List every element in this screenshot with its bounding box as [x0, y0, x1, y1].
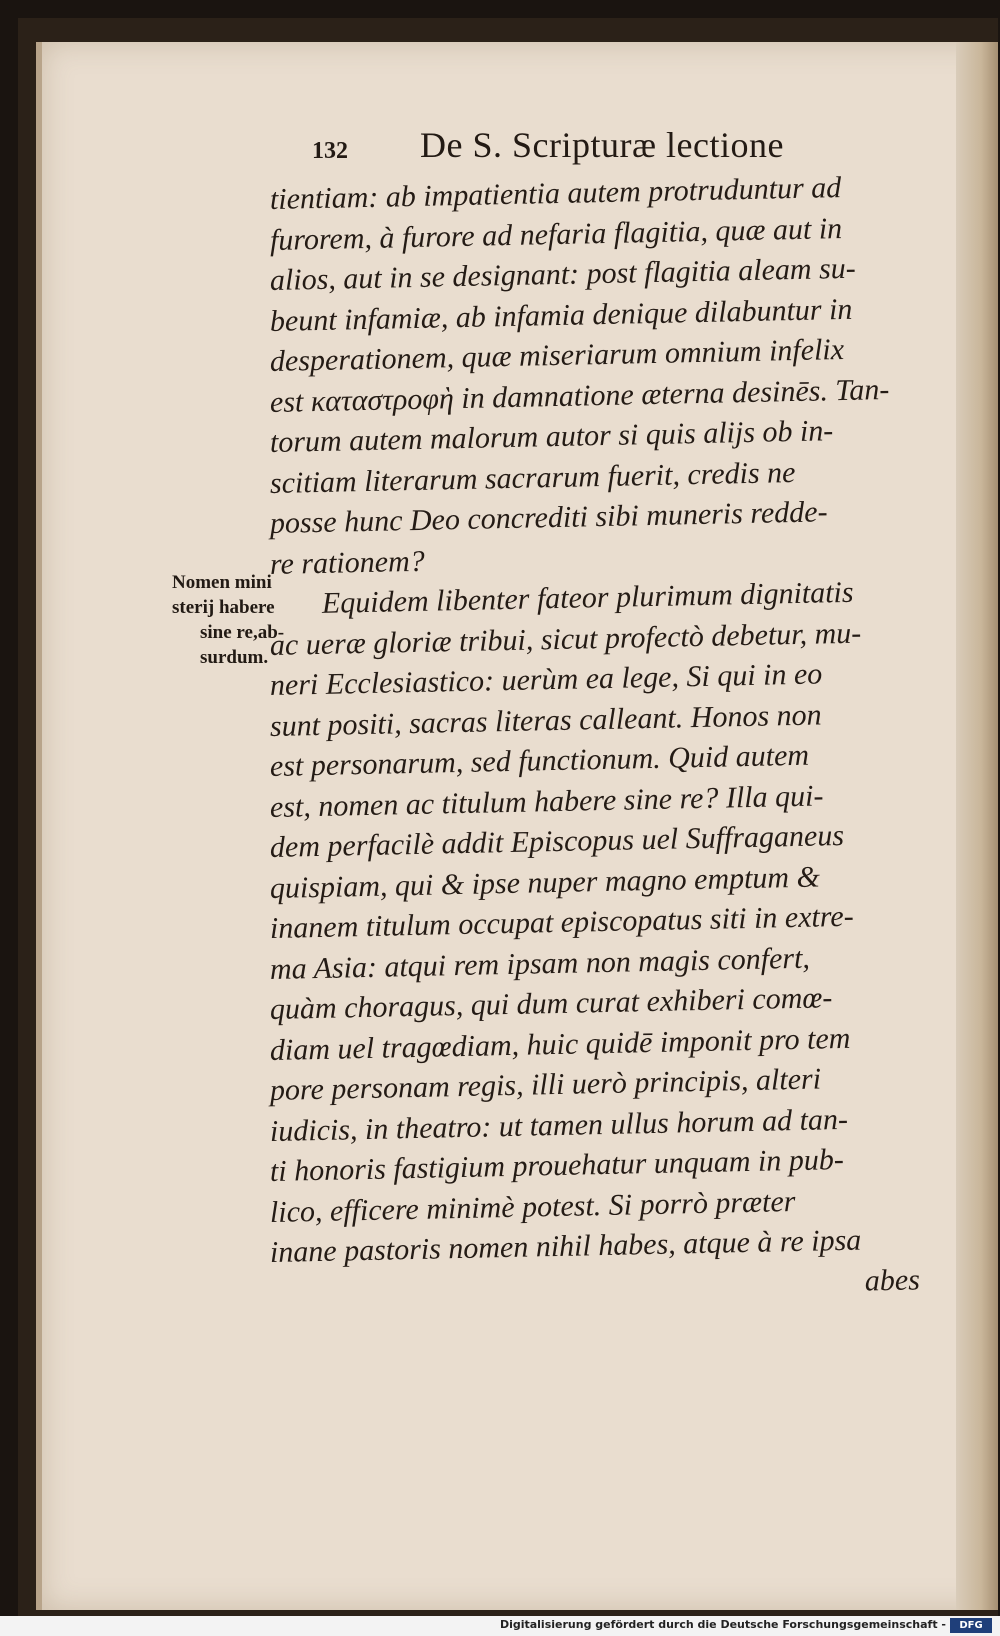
text-line: inane pastoris nomen nihil habes, atque à re ipsa	[269, 1223, 862, 1269]
text-line: scitiam literarum sacrarum fuerit, credis ne	[269, 455, 796, 500]
running-title: De S. Scripturæ lectione	[420, 125, 784, 165]
text-line: re rationem?	[269, 544, 425, 581]
text-line: neri Ecclesiastico: uerùm ea lege, Si qui in eo	[269, 657, 823, 702]
text-line: ac ueræ gloriæ tribui, sicut profectò debetur, mu-	[269, 616, 862, 662]
dfg-logo-icon: DFG	[950, 1618, 992, 1633]
text-line: dem perfacilè addit Episcopus uel Suffraganeus	[269, 818, 845, 864]
text-line: iudicis, in theatro: ut tamen ullus horum ad tan-	[269, 1102, 849, 1148]
text-line: quàm choragus, qui dum curat exhiberi comœ-	[269, 981, 833, 1026]
marginal-line: Nomen mini	[172, 572, 272, 593]
footer-bar	[0, 1616, 1000, 1636]
text-line: alios, aut in se designant: post flagitia aleam su-	[269, 251, 857, 297]
page-content	[269, 90, 930, 1298]
text-line: est personarum, sed functionum. Quid autem	[269, 738, 810, 783]
text-line: beunt infamiæ, ab infamia denique dilabuntur in	[269, 292, 853, 338]
text-line: lico, efficere minimè potest. Si porrò præter	[269, 1184, 796, 1229]
text-line: posse hunc Deo concrediti sibi muneris redde-	[269, 495, 828, 540]
text-line: sunt positi, sacras literas calleant. Honos non	[269, 697, 822, 743]
page-number: 132	[312, 138, 348, 164]
text-line: furorem, à furore ad nefaria flagitia, quæ aut in	[269, 211, 843, 257]
text-line: pore personam regis, illi uerò principis, alteri	[269, 1062, 822, 1107]
text-line: inanem titulum occupat episcopatus siti in extre-	[269, 899, 854, 945]
marginal-line: sine re,ab-	[200, 622, 285, 643]
marginal-line: surdum.	[200, 647, 269, 668]
text-line: desperationem, quæ miseriarum omnium infelix	[269, 332, 845, 378]
text-line: tientiam: ab impatientia autem protruduntur ad	[269, 171, 842, 216]
catchword: abes	[864, 1262, 921, 1298]
text-line: torum autem malorum autor si quis alijs ob in-	[269, 414, 834, 459]
text-line: ma Asia: atqui rem ipsam non magis confert,	[269, 941, 811, 986]
funding-notice: Digitalisierung gefördert durch die Deutsche Forschungsgemeinschaft -	[499, 1618, 946, 1631]
page-edge	[956, 42, 998, 1610]
text-line: Equidem libenter fateor plurimum dignitatis	[321, 575, 854, 620]
marginal-line: sterij habere	[172, 597, 275, 618]
text-line: est, nomen ac titulum habere sine re? Illa qui-	[269, 778, 824, 824]
text-line: quispiam, qui & ipse nuper magno emptum &	[269, 859, 821, 905]
text-line: ti honoris fastigium prouehatur unquam in pub-	[269, 1142, 845, 1188]
running-head	[270, 90, 930, 165]
text-line: diam uel tragœdiam, huic quidē imponit pro tem	[269, 1021, 851, 1067]
body-text	[269, 171, 930, 1314]
text-line: est καταστροφὴ in damnatione æterna desinēs. Tan-	[269, 372, 890, 419]
